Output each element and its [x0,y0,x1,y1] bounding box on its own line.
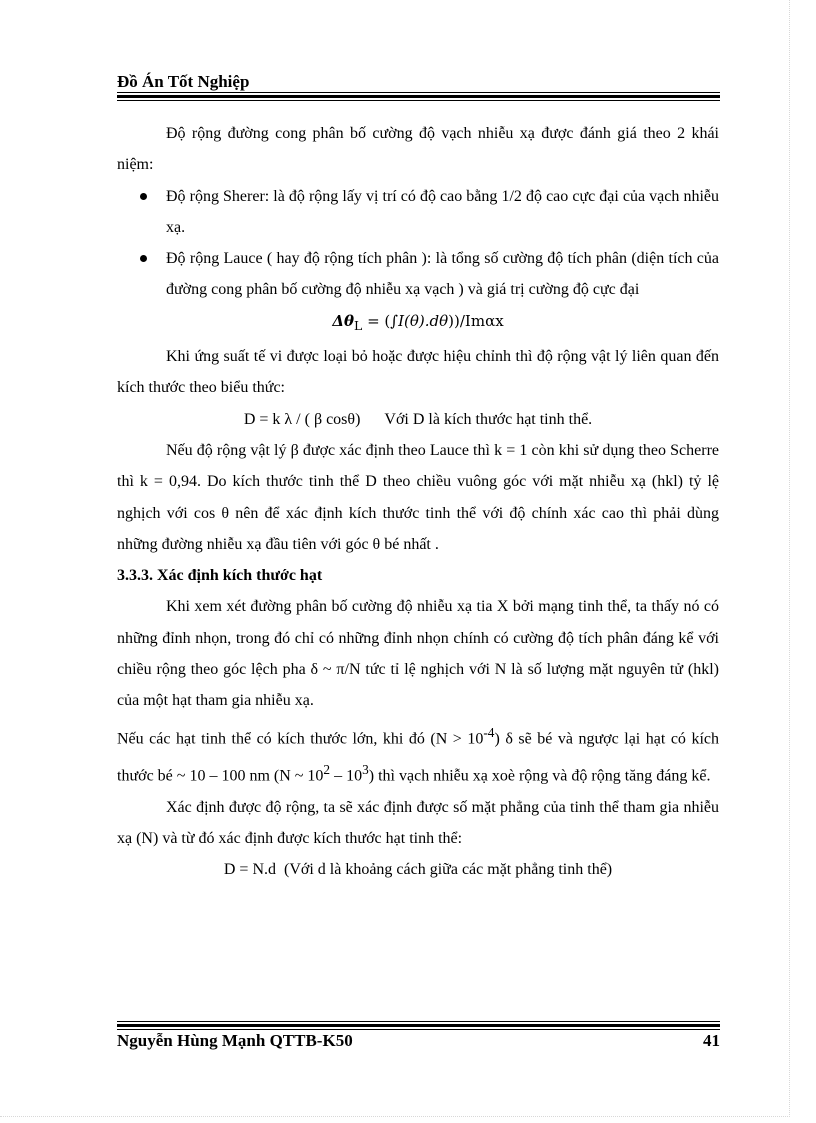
formula-equals: = ( [362,311,391,330]
document-body [117,118,719,886]
superscript: 3 [362,762,369,778]
bullet-text: Độ rộng Lauce ( hay độ rộng tích phân ): là tổng số cường độ tích phân (diện tích của đường cong phân bố cường độ nhiễu xạ vạch ) và giá trị cường độ cực đại [166,250,719,299]
stress-paragraph: Khi ứng suất tế vi được loại bỏ hoặc được hiệu chỉnh thì độ rộng vật lý liên quan đến kích thước theo biểu thức: [117,348,719,397]
footer-author: Nguyễn Hùng Mạnh QTTB-K50 [117,1031,353,1050]
page-number: 41 [703,1031,720,1050]
bullet-item-lauce [117,243,719,306]
header-rule-thin-top [117,92,720,93]
section-heading: 3.3.3. Xác định kích thước hạt [117,567,323,585]
formula-lauce-width [117,306,719,341]
page-footer [117,1030,720,1052]
bullet-item-sherer [117,181,719,244]
bullet-list [117,181,719,306]
formula-symbol: Δθ [332,311,354,330]
final-paragraph: Xác định được độ rộng, ta sẽ xác định được số mặt phẳng của tinh thể tham gia nhiễu xạ (N) và từ đó xác định được kích thước hạt tinh thể: [117,798,719,848]
superscript: 2 [323,762,331,778]
formula-subscript: L [353,317,363,333]
size-paragraph [117,717,719,792]
bullet-icon [140,193,147,200]
formula-grain-size: D = N.d (Với d là khoảng cách giữa các mặt phẳng tinh thể) [223,861,613,879]
header-rule-thick [117,95,720,98]
size-text: ) thì vạch nhiễu xạ xoè rộng và độ rộng tăng đáng kể. [368,767,711,785]
bullet-text: Độ rộng Sherer: là độ rộng lấy vị trí có độ cao bằng 1/2 độ cao cực đại của vạch nhiễu xạ. [166,187,719,236]
formula-integral: ∫I(θ).dθ [390,311,449,330]
formula-scherrer: D = k λ / ( β cosθ) Với D là kích thước hạt tinh thể. [243,410,593,428]
footer-rule-thin-top [117,1021,720,1022]
bullet-icon [140,255,147,262]
formula-rhs: ))/Imαx [448,311,504,330]
peaks-paragraph: Khi xem xét đường phân bố cường độ nhiễu xạ tia X bởi mạng tinh thể, ta thấy nó có những đỉnh nhọn, trong đó chỉ có những đỉnh nhọn chính có cường độ tích phân đáng kể với chiều rộng theo góc lệch pha δ ~ π/N tức tỉ lệ nghịch với N là số lượng mặt nguyên tử (hkl) của một hạt tham gia nhiễu xạ. [117,598,719,710]
intro-paragraph: Độ rộng đường cong phân bố cường độ vạch nhiễu xạ được đánh giá theo 2 khái niệm: [117,125,719,174]
size-text: Nếu các hạt tinh thể có kích thước lớn, khi đó (N > 10 [117,729,484,747]
header-title: Đồ Án Tốt Nghiệp [117,72,250,91]
header-rule-thin-bottom [117,100,720,101]
size-text: – 10 [330,767,363,785]
footer-rule-thick [117,1024,720,1027]
superscript: -4 [483,724,495,740]
size-text: ) δ sẽ bé và ngược lại hạt có kích thước bé ~ 10 – 100 nm (N ~ 10 [117,729,720,785]
lauce-paragraph: Nếu độ rộng vật lý β được xác định theo Lauce thì k = 1 còn khi sử dụng theo Scherre thì k = 0,94. Do kích thước tinh thể D theo chiều vuông góc với mặt nhiễu xạ (hkl) tỷ lệ nghịch với cos θ nên để xác định kích thước tinh thể với độ chính xác cao thì phải dùng những đường nhiễu xạ đầu tiên với góc θ bé nhất . [117,441,719,553]
